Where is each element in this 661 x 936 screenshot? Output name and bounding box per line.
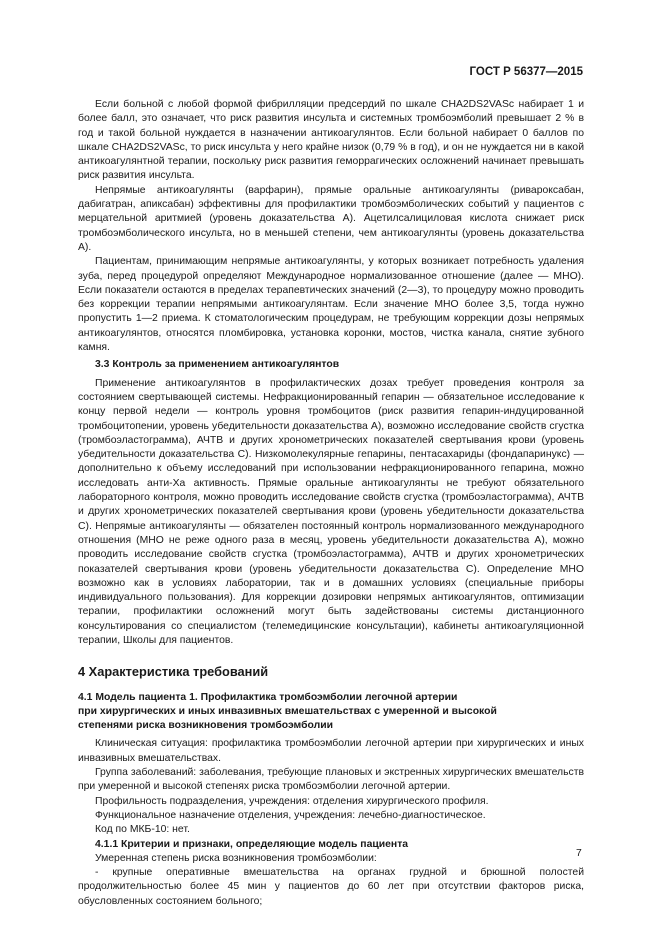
page-number: 7: [576, 848, 582, 859]
paragraph: Умеренная степень риска возникновения тромбоэмболии:: [95, 852, 377, 864]
standard-header: ГОСТ Р 56377—2015: [469, 66, 583, 78]
paragraph: - крупные оперативные вмешательства на органах грудной и брюшной полостей продолжительностью более 45 мин у пациентов до 60 лет при отсутствии факторов риска, обусловленных состоянием больного;: [78, 867, 584, 907]
section-heading-4: 4 Характеристика требований: [78, 664, 269, 680]
heading-line: при хирургических и иных инвазивных вмешательствах с умеренной и высокой: [78, 705, 497, 717]
paragraph: Применение антикоагулянтов в профилактических дозах требует проведения контроля за состоянием свертывающей системы. Нефракционированный гепарин — обязательное исследование к концу первой недели — контроль уровня тромбоцитов (риск развития гепарин-индуцированной тромбоцитопении, уровень убедительности доказательства А), возможно исследование свойств сгустка (тромбоэластограмма), АЧТВ и других хронометрических показателей свертывания крови (уровень убедительности доказательства С). Низкомолекулярные гепарины, пентасахариды (фондапаринукс) — дополнительно к объему исследований при использовании нефракционированного гепарина, можно исследовать анти-Ха активность. Прямые оральные антикоагулянты не требуют обязательного лабораторного контроля, можно проводить исследование свойств сгустка (тромбоэластограмма), АЧТВ и других хронометрических показателей свертывания крови (уровень убедительности доказательства С). Непрямые антикоагулянты — обязателен постоянный контроль нормализованного международного отношения (МНО не реже одного раза в месяц, уровень убедительности доказательства А), можно проводить исследование свойств сгустка (тромбоэластограмма), АЧТВ и других хронометрических показателей свертывания крови (уровень убедительности доказательства С). Определение МНО возможно как в условиях лаборатории, так и в домашних условиях (специальные приборы индивидуального пользования). Для коррекции дозировки непрямых антикоагулянтов, оптимизации терапии, профилактики осложнений могут быть задействованы системы дистанционного консультирования со специалистом (телемедицинские консультации), кабинеты антикоагуляционной терапии, Школы для пациентов.: [78, 377, 584, 646]
page-content: [78, 98, 584, 909]
heading-line: степенями риска возникновения тромбоэмболии: [78, 720, 333, 732]
paragraph: Группа заболеваний: заболевания, требующие плановых и экстренных хирургических вмешательств при умеренной и высокой степенях риска тромбоэмболии легочной артерии.: [78, 767, 584, 793]
heading-line: 4.1 Модель пациента 1. Профилактика тромбоэмболии легочной артерии: [78, 691, 458, 703]
paragraph: Клиническая ситуация: профилактика тромбоэмболии легочной артерии при хирургических и иных инвазивных вмешательствах.: [78, 738, 584, 764]
paragraph: Функциональное назначение отделения, учреждения: лечебно-диагностическое.: [95, 809, 486, 821]
paragraph: Пациентам, принимающим непрямые антикоагулянты, у которых возникает потребность удаления зуба, перед процедурой определяют Международное нормализованное отношение (далее — МНО). Если показатели остаются в пределах терапевтических значений (2—3), то процедуру можно проводить без коррекции терапии непрямыми антикоагулянтам. Если значение МНО более 3,5, тогда нужно пропустить 1—2 приема. К стоматологическим процедурам, не требующим коррекции дозы непрямых антикоагулянтов, относятся пломбировка, установка коронки, мостов, чистка канала, снятие зубного камня.: [78, 256, 584, 354]
paragraph: Код по МКБ-10: нет.: [95, 824, 190, 836]
paragraph: Непрямые антикоагулянты (варфарин), прямые оральные антикоагулянты (ривароксабан, дабигатран, апиксабан) эффективны для профилактики тромбоэмболических событий у пациентов с мерцательной аритмией (уровень доказательства А). Ацетилсалициловая кислота снижает риск тромбоэмболического инсульта, но в меньшей степени, чем антикоагулянты (уровень доказательства А).: [78, 184, 584, 253]
paragraph: Если больной с любой формой фибрилляции предсердий по шкале CHA2DS2VASc набирает 1 и более балл, это означает, что риск развития инсульта и системных тромбоэмболий превышает 2 % в год и такой больной нуждается в назначении антикоагулянтов. Если больной набирает 0 баллов по шкале CHA2DS2VASc, то риск инсульта у него крайне низок (0,79 % в год), и он не нуждается ни в какой антикоагулянтной терапии, поскольку риск развития геморрагических осложнений начинает превышать риск развития инсульта.: [78, 99, 584, 182]
section-heading-4-1-1: 4.1.1 Критерии и признаки, определяющие модель пациента: [95, 838, 409, 850]
paragraph: Профильность подразделения, учреждения: отделения хирургического профиля.: [95, 795, 489, 807]
section-heading-3-3: 3.3 Контроль за применением антикоагулянтов: [95, 359, 340, 371]
section-heading-4-1: [78, 691, 584, 734]
